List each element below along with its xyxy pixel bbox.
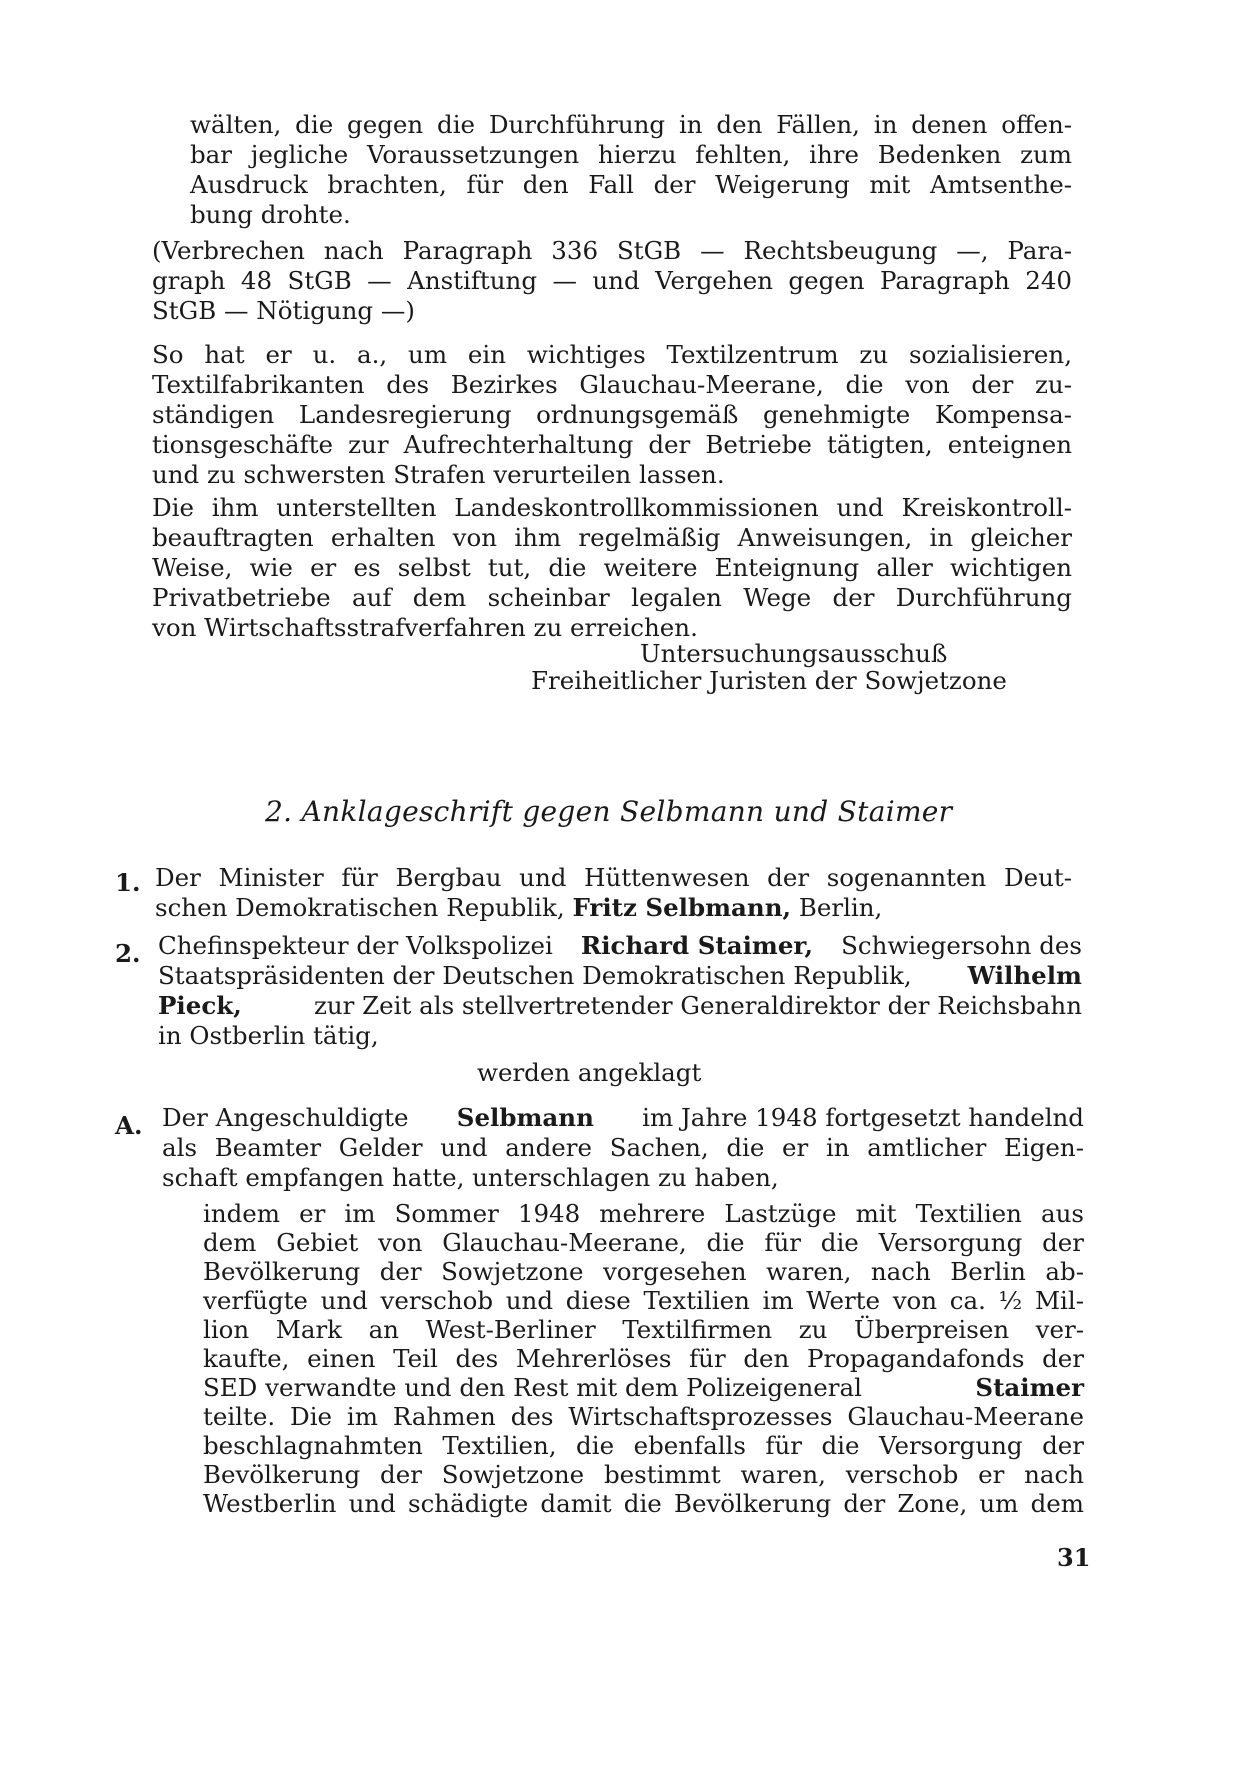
text-line: tionsgeschäfte zur Aufrechterhaltung der Betriebe tätigten, enteignen [152, 430, 1072, 459]
text-line: ständigen Landesregierung ordnungsgemäß genehmigte Kompensa- [152, 400, 1072, 429]
text-line: schaft empfangen hatte, unterschlagen zu haben, [162, 1163, 779, 1192]
text-line: schen Demokratischen Republik, Fritz Selbmann, Berlin, [155, 893, 883, 922]
text-line: Westberlin und schädigte damit die Bevölkerung der Zone, um dem [203, 1489, 1084, 1518]
text-line: teilte. Die im Rahmen des Wirtschaftsprozesses Glauchau-Meerane [203, 1402, 1084, 1431]
paragraph-3 [152, 340, 1072, 490]
text-line: von Wirtschaftsstrafverfahren zu erreichen. [152, 613, 698, 642]
text-line: Privatbetriebe auf dem scheinbar legalen Wege der Durchführung [152, 583, 1072, 612]
signature-line-2: Freiheitlicher Juristen der Sowjetzone [531, 666, 1007, 695]
text-line: beauftragten erhalten von ihm regelmäßig Anweisungen, in gleicher [152, 523, 1072, 552]
text-line: Der Minister für Bergbau und Hüttenwesen der sogenannten Deut- [155, 863, 1072, 892]
text-line: kaufte, einen Teil des Mehrerlöses für den Propagandafonds der [203, 1344, 1084, 1373]
text-line: (Verbrechen nach Paragraph 336 StGB — Rechtsbeugung —, Para- [152, 236, 1072, 265]
text-line: als Beamter Gelder und andere Sachen, die er in amtlicher Eigen- [162, 1133, 1084, 1162]
charged-line: werden angeklagt [477, 1058, 702, 1087]
text-line: wälten, die gegen die Durchführung in den Fällen, in denen offen- [190, 110, 1072, 139]
text-line: Pieck, zur Zeit als stellvertretender Generaldirektor der Reichsbahn [158, 991, 1082, 1020]
text-line: graph 48 StGB — Anstiftung — und Vergehen gegen Paragraph 240 [152, 266, 1072, 295]
paragraph-2 [152, 236, 1072, 326]
text-line: in Ostberlin tätig, [158, 1021, 379, 1050]
text-line: Ausdruck brachten, für den Fall der Weigerung mit Amtsenthe- [190, 170, 1072, 199]
text-line: und zu schwersten Strafen verurteilen lassen. [152, 460, 725, 489]
item-1 [155, 863, 1072, 923]
paragraph-4 [152, 493, 1072, 643]
text-line: dem Gebiet von Glauchau-Meerane, die für die Versorgung der [203, 1228, 1084, 1257]
text-line: Staatspräsidenten der Deutschen Demokratischen Republik, Wilhelm [158, 961, 1082, 990]
text-line: bung drohte. [190, 200, 351, 229]
text-line: lion Mark an West-Berliner Textilfirmen zu Überpreisen ver- [203, 1315, 1084, 1344]
item-2 [158, 931, 1082, 1051]
text-line: verfügte und verschob und diese Textilien im Werte von ca. ½ Mil- [203, 1286, 1084, 1315]
section-heading: 2. Anklageschrift gegen Selbmann und Staimer [265, 795, 953, 828]
item-number-1: 1. [115, 868, 141, 897]
text-line: beschlagnahmten Textilien, die ebenfalls für die Versorgung der [203, 1431, 1084, 1460]
indented-paragraph [203, 1199, 1084, 1518]
text-line: Textilfabrikanten des Bezirkes Glauchau-Meerane, die von der zu- [152, 370, 1072, 399]
text-line: Chefinspekteur der Volkspolizei Richard Staimer, Schwiegersohn des [158, 931, 1082, 960]
text-line: StGB — Nötigung —) [152, 296, 415, 325]
text-line: Der Angeschuldigte Selbmann im Jahre 1948 fortgesetzt handelnd [162, 1103, 1084, 1132]
text-line: Bevölkerung der Sowjetzone bestimmt waren, verschob er nach [203, 1460, 1084, 1489]
page-number: 31 [1057, 1543, 1091, 1572]
paragraph-1 [190, 110, 1072, 230]
text-line: Weise, wie er es selbst tut, die weitere Enteignung aller wichtigen [152, 553, 1072, 582]
text-line: indem er im Sommer 1948 mehrere Lastzüge mit Textilien aus [203, 1199, 1084, 1228]
item-a [162, 1103, 1084, 1193]
item-number-2: 2. [115, 939, 141, 968]
text-line: Bevölkerung der Sowjetzone vorgesehen waren, nach Berlin ab- [203, 1257, 1084, 1286]
signature-line-1: Untersuchungsausschuß [640, 639, 948, 668]
text-line: bar jegliche Voraussetzungen hierzu fehlten, ihre Bedenken zum [190, 140, 1072, 169]
text-line: SED verwandte und den Rest mit dem Polizeigeneral Staimer [203, 1373, 1084, 1402]
text-line: So hat er u. a., um ein wichtiges Textilzentrum zu sozialisieren, [152, 340, 1072, 369]
item-number-a: A. [115, 1111, 143, 1140]
text-line: Die ihm unterstellten Landeskontrollkommissionen und Kreiskontroll- [152, 493, 1072, 522]
